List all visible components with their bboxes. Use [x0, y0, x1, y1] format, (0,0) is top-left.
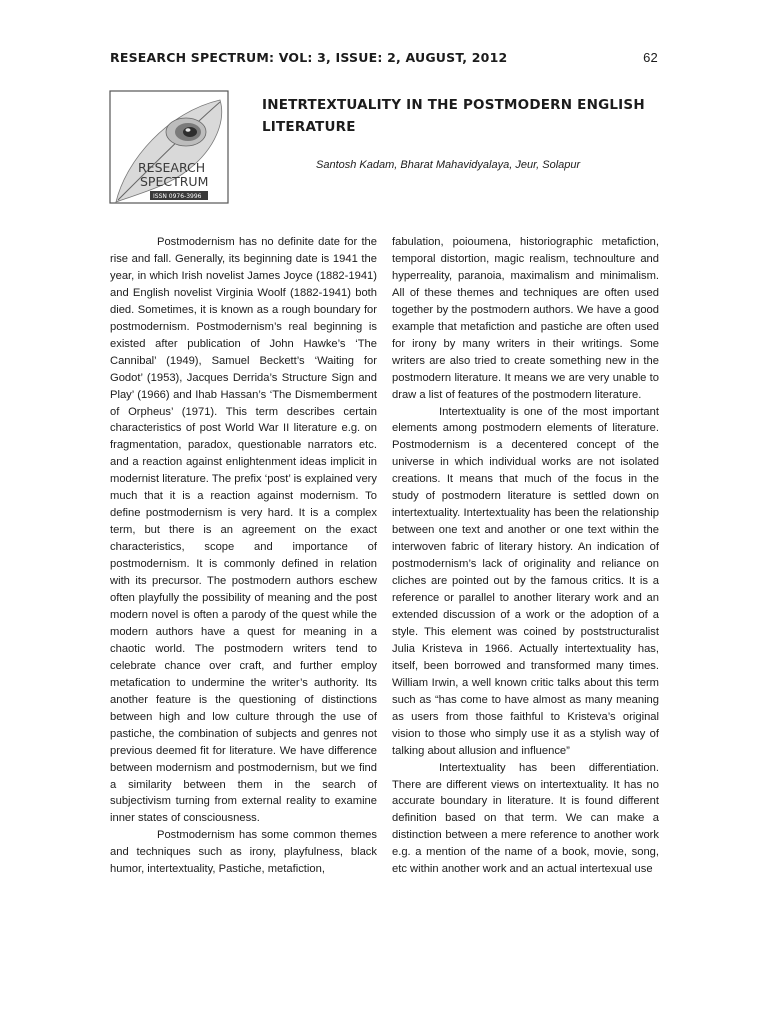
journal-header: RESEARCH SPECTRUM: VOL: 3, ISSUE: 2, AUGUST, 2012: [110, 50, 508, 65]
right-column: [392, 234, 659, 878]
logo-text-research: RESEARCH: [138, 160, 206, 175]
paragraph: fabulation, poioumena, historiographic metafiction, temporal distortion, magic realism, technoulture and hyperreality, paranoia, maximalism and minimalism. All of these themes and techniques are often used together by the postmodern authors. We have a good example that metafiction and pastiche are often used for irony by many writers in their writings. Some writers are also tried to create something new in the postmodern literature. It means we are very unable to draw a list of features of the postmodern literature.: [392, 236, 659, 401]
paragraph: Postmodernism has some common themes and techniques such as irony, playfulness, black humor, intertextuality, Pastiche, metafiction,: [110, 829, 377, 876]
article-author: Santosh Kadam, Bharat Mahavidyalaya, Jeur, Solapur: [316, 159, 581, 171]
journal-logo: [108, 90, 248, 208]
paragraph: Postmodernism has no definite date for the rise and fall. Generally, its beginning date is 1941 the year, in which Irish novelist James Joyce (1882-1941) and English novelist Virginia Woolf (1882-1941) both died. Sometimes, it is known as a rough boundary for postmodernism. Postmodernism’s real beginning is existed after publication of John Hawke’s ‘The Cannibal’ (1949), Samuel Beckett’s ‘Waiting for Godot’ (1953), Jacques Derrida’s Structure Sign and Play’ (1966) and Ihab Hassan’s ‘The Dismemberment of Orpheus’ (1971). This term describes certain characteristics of post World War II literature e.g. on fragmentation, paradox, questionable narrators etc. and a reaction against enlightenment ideas implicit in modernist literature. The prefix ‘post’ is explained very much that it is a reaction against modernism. To define postmodernism is very hard. It is a complex term, but there is an agreement on the exact characteristics, scope and importance of postmodernism. It is commonly defined in relation with its precursor. The postmodern authors eschew often playfully the possibility of meaning and the post modern novel is often a parody of the quest while the modern authors have a quest for meaning in a chaotic world. The postmodern writers tend to celebrate chance over craft, and further employ metafication to undermine the writer’s authority. Its another feature is the questioning of distinctions between high and low culture through the use of pastiche, the combination of subjects and genres not previous deemed fit for literature. We have difference between modernism and postmodernism, but we find a similarity between them in the search of subjectivism turning from external reality to examine inner states of consciousness.: [110, 236, 377, 825]
paragraph: Intertextuality has been differentiation. There are different views on intertextuality. It has no accurate boundary in literature. It is found different definition based on that term. We can make a distinction between a mere reference to another work e.g. a mention of the name of a book, movie, song, etc within another work and an actual intertexual use: [392, 761, 659, 876]
logo-text-spectrum: SPECTRUM: [140, 174, 209, 189]
logo-issn: ISSN 0976-3996: [153, 193, 202, 200]
page-number: 62: [643, 50, 658, 65]
running-header: [110, 50, 658, 65]
left-column: [110, 234, 377, 878]
article-title: INETRTEXTUALITY IN THE POSTMODERN ENGLISH LITERATURE: [262, 97, 645, 135]
paragraph: Intertextuality is one of the most important elements among postmodern elements of literature. Postmodernism is a decentered concept of the universe in which individual works are not isolated creations. It means that much of the focus in the study of postmodern literature is settled down on intertextuality. Intertextuality has been the relationship between one text and another or one text within the interwoven fabric of literary history. An indication of postmodernism’s lack of originality and reliance on cliches are pointed out by the famous critics. It is a reference or parallel to another literary work and an extended discussion of a work or the adoption of a style. This element was coined by poststructuralist Julia Kristeva in 1966. Actually intertextuality has, itself, been borrowed and transformed many times. William Irwin, a well known critic talks about this term such as “has come to have almost as many meaning as users from those faithful to Kristeva’s original vision to those who simply use it as a stylish way of talking about allusion and influence”: [392, 405, 659, 757]
